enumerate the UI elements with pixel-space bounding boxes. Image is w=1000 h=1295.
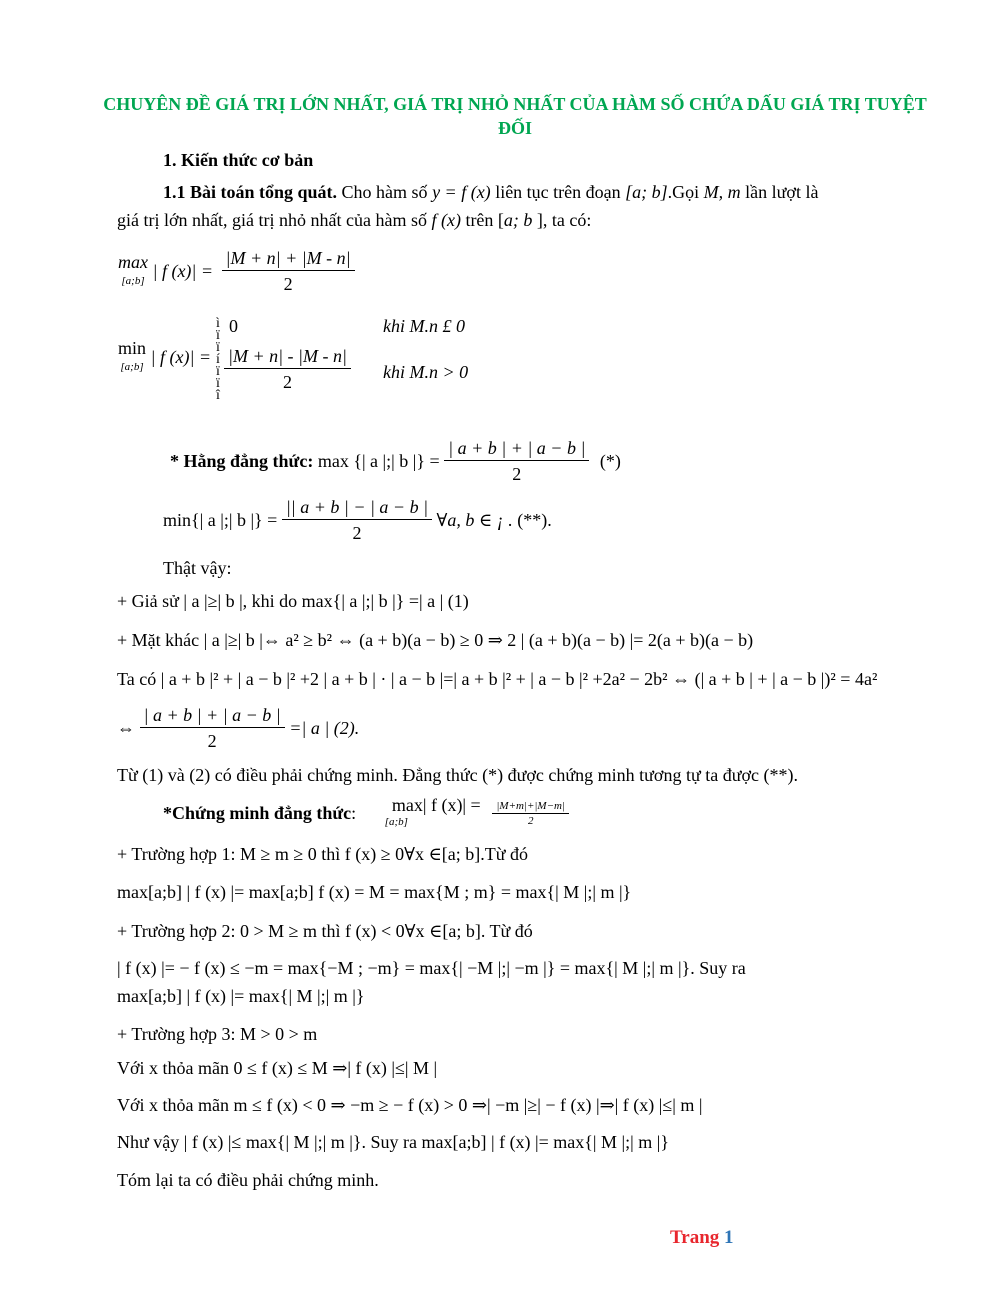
case-3: + Trường hợp 3: M > 0 > m [117, 1024, 318, 1044]
identity-label: * Hằng đẳng thức: [170, 451, 314, 471]
brace-part: î [216, 388, 220, 403]
iff-symbol: ⇔ [117, 718, 135, 738]
min-sub: [a;b] [120, 361, 144, 373]
fraction-denominator: 2 [283, 274, 293, 294]
case-2-derivation: | f (x) |= − f (x) ≤ −m = max{−M ; −m} = max{| −M |;| −m |} = max{| M |;| m |}. Suy ra [117, 958, 746, 978]
problem-text: Cho hàm số [337, 182, 433, 202]
brace-part: ï [216, 364, 220, 379]
piecewise-brace [216, 318, 220, 402]
case-3-c: Như vậy | f (x) |≤ max{| M |;| m |}. Suy ra max[a;b] | f (x) |= max{| M |;| m |} [117, 1132, 669, 1152]
equation-tag: (*) [599, 451, 621, 471]
fraction-denominator: 2 [527, 815, 534, 827]
problem-text: ], ta có: [532, 210, 592, 230]
proof2-heading [163, 795, 569, 829]
problem-text: liên tục trên đoạn [490, 182, 626, 202]
identity-domain: ∀a, b ∈ ¡ . [436, 510, 513, 530]
proof-intro: Thật vậy: [163, 558, 232, 578]
colon: : [351, 803, 357, 823]
fraction-denominator: 2 [512, 464, 522, 484]
case-2: + Trường hợp 2: 0 > M ≥ m thì f (x) < 0∀x ∈[a; b]. Từ đó [117, 921, 533, 941]
formula-max [118, 246, 355, 297]
proof-line-1: + Giả sử | a |≥| b |, khi do max{| a |;| b |} =| a | (1) [117, 591, 469, 611]
fraction-numerator: || a + b | − | a − b | [282, 495, 432, 520]
abs-fx: | f (x)| = [150, 347, 212, 367]
identity-max-lhs: max {| a |;| b |} = [317, 451, 440, 471]
brace-part: ï [216, 328, 220, 343]
brace-part: í [216, 352, 220, 367]
case-1: + Trường hợp 1: M ≥ m ≥ 0 thì f (x) ≥ 0∀x ∈[a; b].Từ đó [117, 844, 529, 864]
abs-fx: | f (x)| = [152, 261, 214, 281]
page-title: CHUYÊN ĐỀ GIÁ TRỊ LỚN NHẤT, GIÁ TRỊ NHỎ NHẤT CỦA HÀM SỐ CHỨA DẤU GIÁ TRỊ TUYỆT ĐỐI [103, 94, 927, 138]
proof-line-3: Ta có | a + b |² + | a − b |² +2 | a + b | · | a − b |=| a + b |² + | a − b |² +2a² − 2b² ⇔ (| a + b | + | a − b |)² = 4a² [117, 669, 878, 689]
case-2-condition: khi M.n > 0 [383, 362, 469, 382]
case-3-a: Với x thỏa mãn 0 ≤ f (x) ≤ M ⇒| f (x) |≤| M | [117, 1058, 438, 1078]
case-2-result: max[a;b] | f (x) |= max{| M |;| m |} [117, 986, 365, 1006]
proof2-sub: [a;b] [384, 816, 408, 828]
problem-text: lần lượt là [740, 182, 819, 202]
page-footer [670, 1227, 734, 1249]
proof2-label: *Chứng minh đẳng thức [163, 803, 352, 823]
brace-part: ï [216, 340, 220, 355]
page-number: 1 [724, 1227, 734, 1248]
proof-line-2: + Mặt khác | a |≥| b |⇔ a² ≥ b² ⇔ (a + b)(a − b) ≥ 0 ⇒ 2 | (a + b)(a − b) |= 2(a + b)(a − b) [117, 630, 754, 650]
fraction-numerator: | a + b | + | a − b | [140, 703, 285, 728]
problem-label: 1.1 Bài toán tổng quát. [163, 182, 338, 202]
brace-part: ì [216, 316, 220, 331]
fraction-numerator: |M+m|+|M−m| [492, 799, 569, 814]
section-heading: 1. Kiến thức cơ bản [163, 150, 314, 170]
case-2-fraction [224, 344, 351, 395]
formula-min-lhs [118, 340, 211, 375]
fraction-denominator: 2 [282, 372, 292, 392]
interval-expr: [a; b] [625, 182, 668, 202]
proof2-lhs: max| f (x)| = [391, 795, 481, 815]
case-1-result: max[a;b] | f (x) |= max[a;b] f (x) = M = max{M ; m} = max{| M |;| m |} [117, 882, 632, 902]
interval-expr: a; b [503, 210, 533, 230]
proof-line-4 [117, 703, 359, 754]
fraction-denominator: 2 [207, 731, 217, 751]
case-3-b: Với x thỏa mãn m ≤ f (x) < 0 ⇒ −m ≥ − f (x) > 0 ⇒| −m |≥| − f (x) |⇒| f (x) |≤| m | [117, 1095, 703, 1115]
max-op: max [118, 252, 148, 272]
min-op: min [118, 338, 147, 358]
proof-end: Tóm lại ta có điều phải chứng minh. [117, 1170, 379, 1190]
fx-expr: f (x) [431, 210, 461, 230]
problem-text: .Gọi [667, 182, 704, 202]
fraction-numerator: |M + n| - |M - n| [224, 344, 351, 369]
equation-tag: (**). [517, 510, 552, 530]
fraction-denominator: 2 [352, 523, 362, 543]
function-expr: y = f (x) [432, 182, 491, 202]
case-1-condition: khi M.n £ 0 [383, 316, 465, 336]
problem-line-2 [117, 210, 591, 231]
case-1-value: 0 [229, 316, 238, 336]
brace-part: ï [216, 376, 220, 391]
fraction-numerator: |M + n| + |M - n| [222, 246, 355, 271]
mm-expr: M, m [703, 182, 741, 202]
footer-word: Trang [670, 1227, 720, 1248]
problem-text: trên [ [460, 210, 504, 230]
fraction-numerator: | a + b | + | a − b | [444, 436, 589, 461]
proof-conclusion: Từ (1) và (2) có điều phải chứng minh. Đẳng thức (*) được chứng minh tương tự ta được (**). [117, 765, 798, 785]
max-sub: [a;b] [121, 275, 145, 287]
proof-result: =| a | (2). [289, 718, 360, 738]
identity-min [163, 495, 552, 546]
identity-max [170, 436, 621, 487]
problem-line-1 [163, 182, 818, 203]
identity-min-lhs: min{| a |;| b |} = [163, 510, 278, 530]
problem-text: giá trị lớn nhất, giá trị nhỏ nhất của hàm số [117, 210, 432, 230]
